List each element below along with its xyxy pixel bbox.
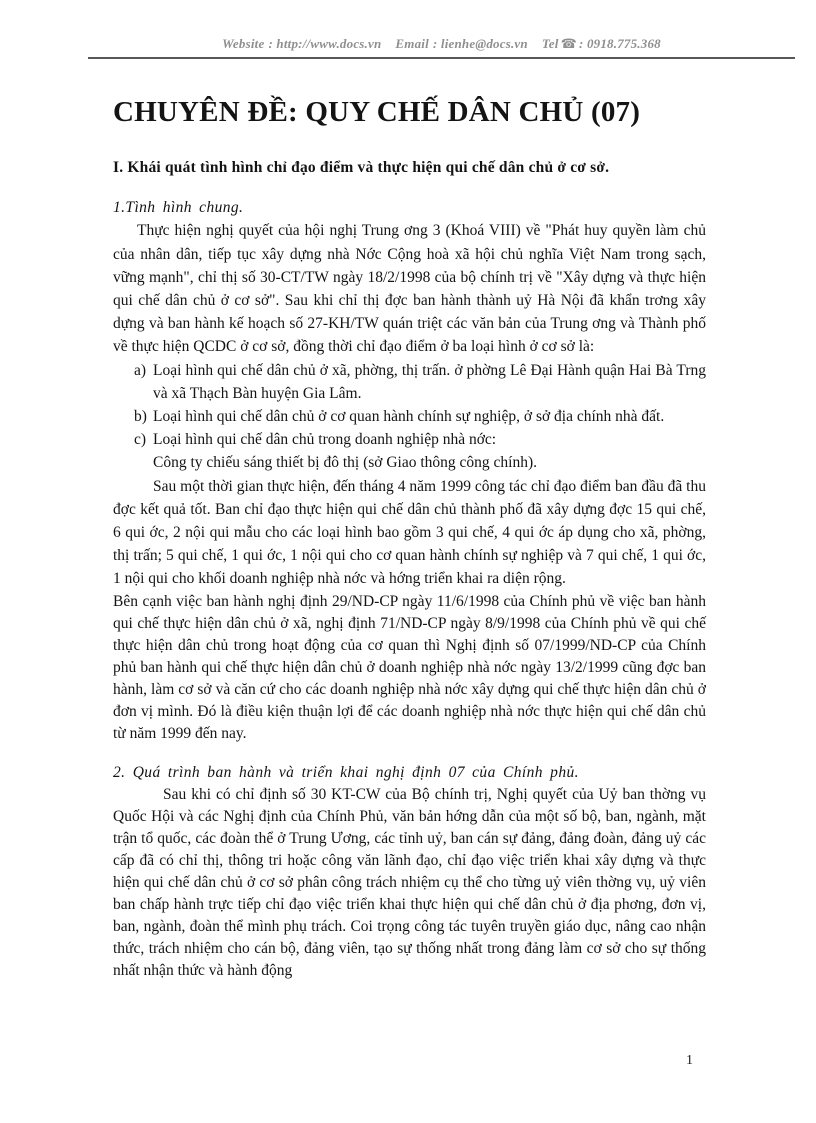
list-marker: b): [134, 407, 147, 425]
paragraph: Sau một thời gian thực hiện, đến tháng 4 năm 1999 công tác chỉ đạo điểm ban đầu đã thu đợc kết quả tốt. Ban chỉ đạo thực hiện qui chế dân chủ thành phố đã xây dựng đợc 15 qui chế, 6 qui ớc, 2 nội qui mẫu cho các loại hình bao gồm 3 qui chế, 4 qui ớc áp dụng cho xã, phờng, thị trấn; 5 qui chế, 1 qui ớc, 1 nội qui cho cơ quan hành chính sự nghiệp và 7 qui chế, 1 qui ớc, 1 nội qui cho khối doanh nghiệp nhà nớc và hớng triển khai ra diện rộng.: [113, 477, 706, 588]
list-item: [113, 405, 706, 428]
phone-icon: ☎: [560, 37, 577, 52]
section1-heading: I. Khái quát tình hình chỉ đạo điểm và thực hiện qui chế dân chủ ở cơ sở.: [113, 159, 610, 177]
list-marker: a): [134, 361, 147, 379]
header-email-label: Email: [395, 36, 429, 51]
header-tel-label: Tel: [541, 36, 559, 51]
list-item-text: Loại hình qui chế dân chủ trong doanh nghiệp nhà nớc:: [153, 431, 497, 449]
list-item: [113, 428, 706, 474]
header-tel-value: : 0918.775.368: [578, 36, 661, 51]
page-number: 1: [686, 1053, 693, 1068]
header-website-label: Website: [222, 36, 265, 51]
list-marker: c): [134, 431, 147, 449]
list-item: [113, 359, 706, 405]
document-body: [113, 0, 706, 982]
section1-subheading: 1.Tình hình chung.: [113, 199, 244, 217]
paragraph: Sau khi có chỉ định số 30 KT-CW của Bộ chính trị, Nghị quyết của Uỷ ban thờng vụ Quốc Hội và các Nghị định của Chính Phủ, văn bản hớng dẫn của một số bộ, ban, ngành, mặt trận tổ quốc, các đoàn thể ở Trung Ương, các tỉnh uỷ, ban cán sự đảng, đảng đoàn, đảng uỷ các cấp đã có chỉ thị, thông tri hoặc công văn lãnh đạo, chỉ đạo việc triển khai xây dựng và thực hiện qui chế dân chủ ở cơ sở phân công trách nhiệm cụ thể cho từng uỷ viên thờng vụ, uỷ viên ban chấp hành trực tiếp chỉ đạo việc triển khai thực hiện qui chế dân chủ ở địa phơng, đơn vị, ban, ngành, đoàn thể mình phụ trách. Coi trọng công tác tuyên truyền giáo dục, nâng cao nhận thức, trách nhiệm cho cán bộ, đảng viên, tạo sự thống nhất trong đảng làm cơ sở cho sự thống nhất nhận thức và hành động: [113, 785, 706, 979]
list-item-text: Loại hình qui chế dân chủ ở xã, phờng, thị trấn. ở phờng Lê Đại Hành quận Hai Bà Trng và xã Thạch Bàn huyện Gia Lâm.: [153, 361, 706, 402]
header-website-value: : http://www.docs.vn: [268, 36, 382, 51]
header-email-value: : lienhe@docs.vn: [432, 36, 528, 51]
section2-heading: 2. Quá trình ban hành và triển khai nghị định 07 của Chính phủ.: [113, 763, 579, 781]
paragraph: Bên cạnh việc ban hành nghị định 29/ND-CP ngày 11/6/1998 của Chính phủ về việc ban hành qui chế thực hiện dân chủ ở xã, nghị định 71/ND-CP ngày 8/9/1998 của Chính phủ về qui chế thực hiện dân chủ trong hoạt động của cơ quan thì Nghị định số 07/1999/ND-CP của Chính phủ ban hành qui chế thực hiện dân chủ ở doanh nghiệp nhà nớc ngày 13/2/1999 cũng đợc ban hành, làm cơ sở và căn cứ cho các doanh nghiệp nhà nớc xây dựng qui chế thực hiện dân chủ ở đơn vị mình. Đó là điều kiện thuận lợi để các doanh nghiệp nhà nớc thực hiện qui chế dân chủ từ năm 1999 đến nay.: [113, 592, 706, 742]
list-item-text: Loại hình qui chế dân chủ ở cơ quan hành chính sự nghiệp, ở sở địa chính nhà đất.: [153, 407, 665, 425]
paragraph: Thực hiện nghị quyết của hội nghị Trung ơng 3 (Khoá VIII) về "Phát huy quyền làm chủ của nhân dân, tiếp tục xây dựng nhà Nớc Cộng hoà xã hội chủ nghĩa Việt Nam trong sạch, vững mạnh", chỉ thị số 30-CT/TW ngày 18/2/1998 của bộ chính trị về "Xây dựng và thực hiện qui chế dân chủ ở cơ sở". Sau khi chỉ thị đợc ban hành thành uỷ Hà Nội đã khẩn trơng xây dựng và ban hành kế hoạch số 27-KH/TW quán triệt các văn bản của Trung ơng và Thành phố về thực hiện QCDC ở cơ sở, đồng thời chỉ đạo điểm ở ba loại hình ở cơ sở là:: [113, 222, 706, 356]
type-list: [113, 359, 706, 475]
list-item-subtext: Công ty chiếu sáng thiết bị đô thị (sở Giao thông công chính).: [153, 454, 538, 472]
document-title: CHUYÊN ĐỀ: QUY CHẾ DÂN CHỦ (07): [113, 96, 641, 128]
